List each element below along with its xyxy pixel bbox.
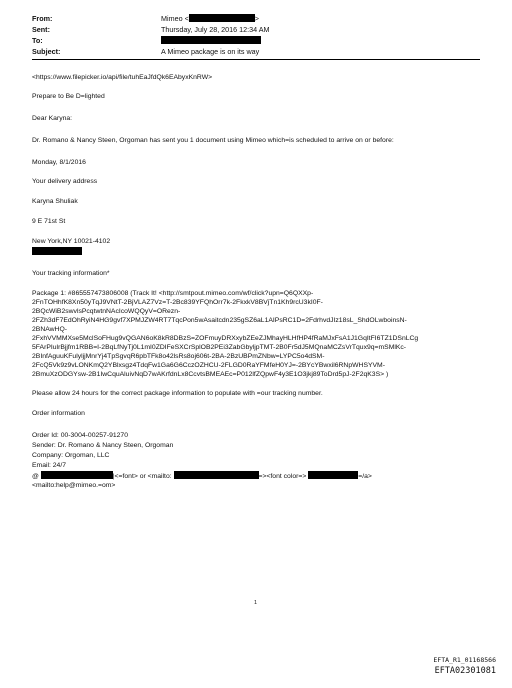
tracking-block (32, 289, 492, 379)
tracking-line: 2FnTOHhfK8Xn50yTqJ9VNtT-2BjVLAZ7Vz=T-2Bc839YFQhOrr7k-2FkxkV8BVjTn1Kh9rcU3kI0F- (32, 299, 323, 306)
tracking-line: 2FxhVVMMXse5MclSoFHug9vQGAN6oK8kR8DBzS=ZOFmuyDRXxybZEeZJMhayHLHfHP4fRaMJxFsA1J1GqItFI6TZ1DSnLCg (32, 335, 419, 342)
email-address-line (32, 471, 492, 481)
city-address: New York,NY 10021-4102 (32, 238, 111, 245)
email-line: Email: 24/7 (32, 462, 67, 469)
to-value (161, 36, 261, 45)
tracking-line: 2BInfAguuKFulyljjMnrYj4TpSgvqR6pbTFk8o42lsRs8oj606t-2BA-2BzUBPmZNbw=LYPC5o4dSM- (32, 353, 325, 360)
subject-value: A Mimeo package is on its way (161, 47, 260, 56)
to-label: To: (32, 36, 43, 45)
from-value (161, 14, 259, 23)
tracking-label: Your tracking information* (32, 270, 110, 277)
sender-line: Sender: Dr. Romano & Nancy Steen, Orgoman (32, 442, 174, 449)
page-number: 1 (254, 600, 258, 606)
from-tail: > (254, 14, 259, 23)
company-line: Company: Orgoman, LLC (32, 452, 110, 459)
delivery-label: Your delivery address (32, 178, 98, 185)
at-sign: @ (32, 473, 39, 480)
subject-label: Subject: (32, 47, 61, 56)
filepicker-link: <https://www.filepicker.io/api/file/tuhEaJfdQk6EAbyxKnRW> (32, 74, 213, 81)
prepare-line: Prepare to Be D=lighted (32, 93, 105, 100)
anchor-close: =/a> (358, 473, 372, 480)
redaction-bar (32, 247, 82, 255)
from-name: Mimeo < (161, 14, 189, 23)
tracking-line: 2BQcWiB2swvlsPcqtwtnNAcIcoWQQyV=ORezn- (32, 308, 181, 315)
greeting: Dear Karyna: (32, 115, 73, 122)
tracking-line: 2BNAwHQ- (32, 326, 67, 333)
recipient-name: Karyna Shuliak (32, 198, 78, 205)
sent-label: Sent: (32, 25, 50, 34)
footer-id-secondary: EFTA_R1_01168566 (433, 656, 496, 664)
street-address: 9 E 71st St (32, 218, 66, 225)
footer-id-primary: EFTA02301081 (434, 666, 496, 676)
tracking-line: 5FArPIulrBjjfm1RBB=I-2BqLfNyTj0L1mI0ZDIFeSXCrSplOB2PEi3ZabGbyljpTMT-2B0Fr5dJ5MQnaMCZsVrTqux9q=mSMlKc- (32, 344, 407, 351)
font-color: =><font color=> (258, 473, 307, 480)
tracking-line: 2FZh3dF7EdOhRyiN4HG9gvf7XPMJZW4RT7TqcPon5wAsaitcdn235gSZ6aL1AIPsRC1D=2FdrhvdJIz18sL_ShdOLwboinsN- (32, 317, 407, 324)
redaction-bar (308, 471, 358, 479)
address-redaction (32, 247, 492, 257)
allow-text: Please allow 24 hours for the correct package information to populate with =our tracking number. (32, 390, 323, 397)
order-id: Order Id: 00-3004-00257-91270 (32, 432, 128, 439)
mailto-help: <mailto:help@mimeo.=om> (32, 482, 116, 489)
order-label: Order information (32, 410, 85, 417)
redaction-bar (189, 14, 255, 22)
redaction-bar (174, 471, 259, 479)
from-label: From: (32, 14, 53, 23)
tracking-line: 2FcQ5Vk9z9vLONKmQ2YBlxsgz4TdqFw1Ga6G6CczOZHCU-2FLGD0RaYFMfeH0YJ=-2BYcYBwxil6RNpWHSYVM- (32, 362, 385, 369)
sent-value: Thursday, July 28, 2016 12:34 AM (161, 25, 270, 34)
arrival-date: Monday, 8/1/2016 (32, 159, 86, 166)
font-or-mailto: |<=font> or <mailto: (112, 473, 172, 480)
tracking-line: Package 1: #865557473806008 (Track It! <http://smtpout.mimeo.com/wf/click?upn=Q6QXXp- (32, 290, 314, 297)
redaction-bar (161, 36, 261, 44)
redaction-bar (41, 471, 113, 479)
tracking-line: 2BmuXzODGYsw-2B1IwCquAluivNqD7wAKrfdnLx8CcvtsBMEAEc=P012lfZQpwF4y3E1O3jkj89ToDrd5pJ-2F2qK3S> ) (32, 371, 389, 378)
intro-text: Dr. Romano & Nancy Steen, Orgoman has sent you 1 document using Mimeo which=is scheduled to arrive on or before: (32, 137, 394, 144)
header-divider (32, 59, 480, 60)
